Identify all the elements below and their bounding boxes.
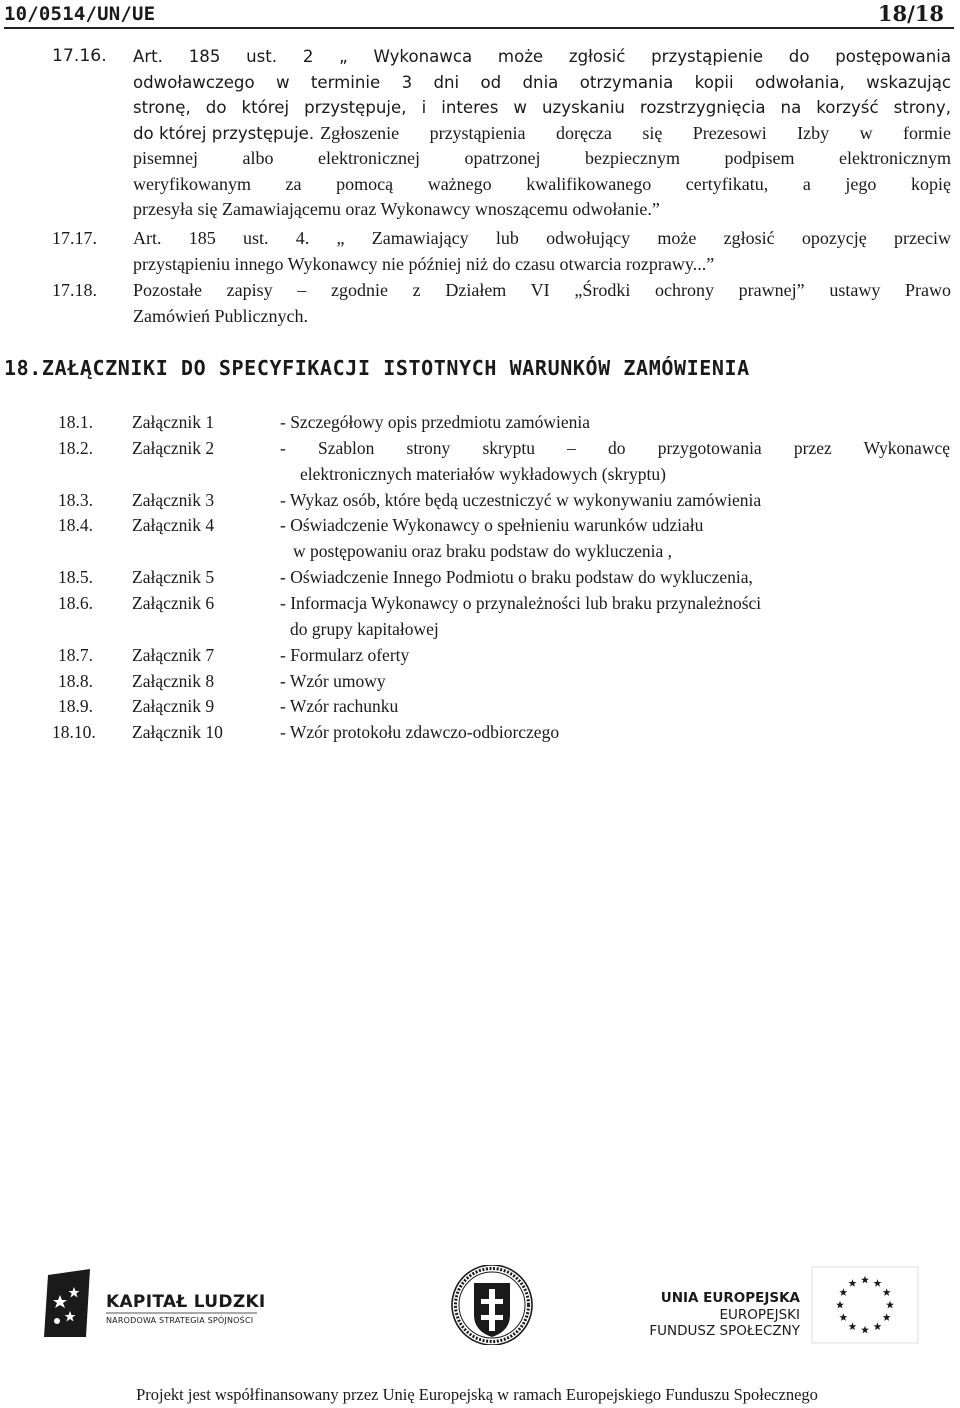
paragraph-line: weryfikowanym za pomocą ważnego kwalifikowanego certyfikatu, a jego kopię [133,173,951,194]
eu-stars-icon [836,1276,894,1334]
attachment-description: - Wzór rachunku [280,696,399,716]
kapital-ludzki-flag-icon [44,1269,90,1337]
paragraph-fragment: Zgłoszenie przystąpienia doręcza się Prezesowi Izby w formie [320,122,951,143]
attachment-number: 18.7. [58,645,93,665]
paragraph-line: pisemnej albo elektronicznej opatrzonej bezpiecznym podpisem elektronicznym [133,148,951,168]
eu-star-icon [839,1313,847,1321]
attachment-description: do grupy kapitałowej [290,619,439,639]
eu-line-1: UNIA EUROPEJSKA [660,1290,800,1306]
eu-star-icon [849,1279,857,1287]
logos-svg [0,1265,960,1345]
attachment-description: - Szczegółowy opis przedmiotu zamówienia [280,412,591,432]
attachment-description: - Wzór protokołu zdawczo-odbiorczego [280,722,560,742]
paragraph-line: Pozostałe zapisy – zgodnie z Działem VI „Środki ochrony prawnej” ustawy Prawo [133,280,951,300]
attachment-number: 18.9. [58,696,93,716]
paragraph-number: 17.17. [52,228,97,248]
attachment-name: Załącznik 8 [132,671,215,691]
attachment-description: - Oświadczenie Wykonawcy o spełnieniu warunków udziału [280,515,704,535]
paragraph-line: przystąpieniu innego Wykonawcy nie później niż do czasu otwarcia rozprawy...” [133,253,715,274]
attachment-name: Załącznik 7 [132,645,215,665]
paragraph-17-17 [133,226,951,277]
attachment-name: Załącznik 2 [132,438,215,458]
attachment-name: Załącznik 10 [132,722,223,742]
attachment-number: 18.1. [58,412,93,432]
footer-text: Projekt jest współfinansowany przez Unię Europejską w ramach Europejskiego Funduszu Społecznego [136,1385,818,1404]
attachment-name: Załącznik 9 [132,696,215,716]
eu-star-icon [883,1313,891,1321]
eu-star-icon [874,1279,882,1287]
paragraph-17-18 [133,278,951,329]
section-heading: 18.ZAŁĄCZNIKI DO SPECYFIKACJI ISTOTNYCH WARUNKÓW ZAMÓWIENIA [4,356,750,380]
attachment-number: 18.5. [58,567,93,587]
attachment-description: - Wzór umowy [280,671,386,691]
attachment-number: 18.3. [58,490,93,510]
paragraph-fragment: do której przystępuje. [133,123,315,143]
document-id: 10/0514/UN/UE [4,3,156,25]
paragraph-line: Zamówień Publicznych. [133,305,308,326]
paragraph-line: przesyła się Zamawiającemu oraz Wykonawcy wnoszącemu odwołanie.” [133,199,660,219]
attachment-description: - Oświadczenie Innego Podmiotu o braku podstaw do wykluczenia, [280,567,753,587]
footer-cofinancing-note [0,1385,960,1405]
paragraph-line: odwoławczego w terminie 3 dni od dnia otrzymania kopii odwołania, wskazując [133,72,951,92]
kapital-ludzki-subtitle: NARODOWA STRATEGIA SPÓJNOŚCI [106,1316,254,1325]
attachment-name: Załącznik 5 [132,567,215,587]
kapital-ludzki-title: KAPITAŁ LUDZKI [106,1292,266,1312]
attachment-description: - Formularz oferty [280,645,410,665]
eu-star-icon [839,1288,847,1296]
attachment-number: 18.8. [58,671,93,691]
paragraph-number: 17.18. [52,280,97,300]
paragraph-line: Art. 185 ust. 2 „ Wykonawca może zgłosić przystąpienie do postępowania [133,47,951,66]
paragraph-line: stronę, do której przystępuje, i interes w uzyskaniu rozstrzygnięcia na korzyść strony, [133,98,951,117]
attachment-name: Załącznik 6 [132,593,215,613]
paragraph-line: Art. 185 ust. 4. „ Zamawiający lub odwołujący może zgłosić opozycję przeciw [133,228,951,248]
paragraph-line-mixed [133,121,951,147]
attachment-description: - Wykaz osób, które będą uczestniczyć w wykonywaniu zamówienia [280,490,762,510]
eu-star-icon [849,1322,857,1330]
attachment-name: Załącznik 1 [132,412,215,432]
attachment-description: elektronicznych materiałów wykładowych (skryptu) [300,464,666,484]
attachment-number: 18.4. [58,515,93,535]
eu-logo [649,1267,918,1343]
attachment-description: - Informacja Wykonawcy o przynależności lub braku przynależności [280,593,762,613]
attachment-name: Załącznik 3 [132,490,215,510]
eu-line-3: FUNDUSZ SPOŁECZNY [649,1323,800,1339]
attachment-number: 18.6. [58,593,93,613]
attachment-description: w postępowaniu oraz braku podstaw do wykluczenia , [293,541,673,561]
header-rule [4,27,954,29]
logos-row [0,1265,960,1345]
attachment-number: 18.2. [58,438,93,458]
paragraph-17-16 [133,44,951,223]
eu-star-icon [836,1301,844,1309]
kapital-ludzki-logo [44,1269,266,1337]
eu-star-icon [886,1301,894,1309]
attachment-number: 18.10. [52,722,96,742]
eu-line-2: EUROPEJSKI [719,1307,800,1323]
attachment-name: Załącznik 4 [132,515,215,535]
eu-star-icon [861,1326,869,1334]
page-number: 18/18 [877,1,944,26]
attachment-description: - Szablon strony skryptu – do przygotowania przez Wykonawcę [280,438,950,458]
eu-star-icon [874,1322,882,1330]
paragraph-number: 17.16. [52,46,107,66]
eu-star-icon [883,1288,891,1296]
university-seal-logo [452,1265,532,1345]
eu-star-icon [861,1276,869,1284]
